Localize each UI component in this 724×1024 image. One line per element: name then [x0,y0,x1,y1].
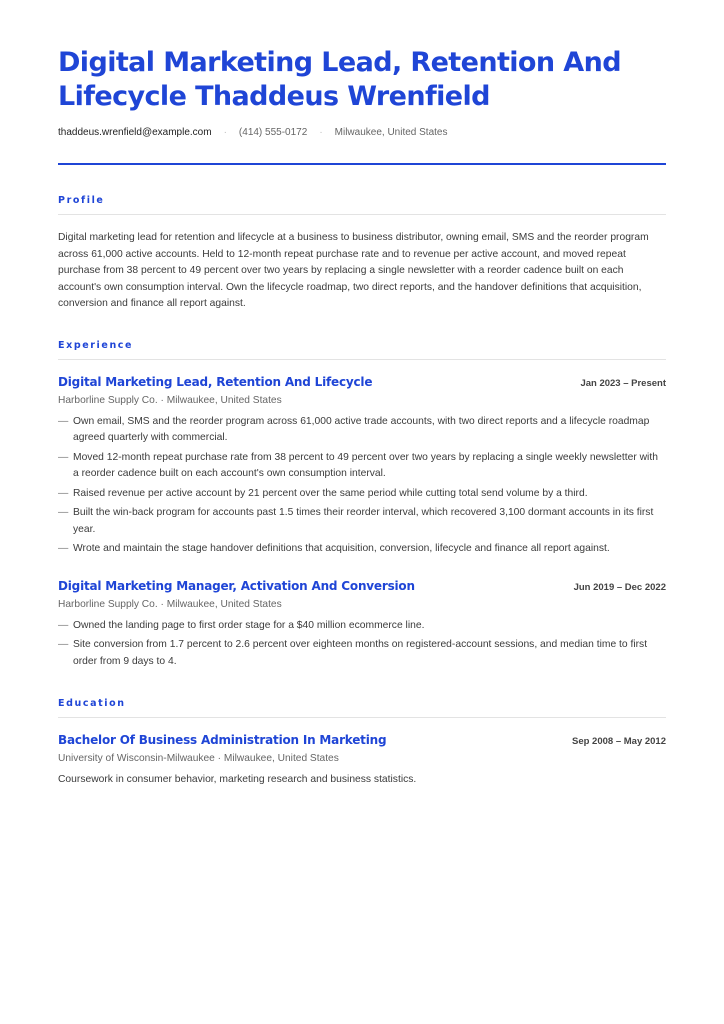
header-divider [58,163,666,165]
contact-line [58,127,666,138]
education-dates: Sep 2008 – May 2012 [571,736,666,747]
contact-email[interactable]: thaddeus.wrenfield@example.com [58,127,212,138]
education-entry [58,733,666,789]
bullet-text: Built the win-back program for accounts past 1.5 times their reorder interval, which recovered 3,100 dormant accounts in its first year. [73,507,654,535]
job-company: Harborline Supply Co. · Milwaukee, United States [58,394,282,406]
entry-header [58,375,666,389]
bullet-text: Moved 12-month repeat purchase rate from 38 percent to 49 percent over two years by replacing a single weekly newsletter with a reorder cadence built on each account's own consumption interval. [73,451,658,479]
dash-marker: — [58,619,69,631]
experience-section [58,340,666,671]
job-company: Harborline Supply Co. · Milwaukee, United States [58,598,282,610]
experience-entry [58,579,666,671]
section-title-experience: Experience [58,340,666,360]
job-title: Digital Marketing Manager, Activation And Conversion [58,578,415,593]
education-description: Coursework in consumer behavior, marketing research and business statistics. [58,774,417,785]
dash-marker: — [58,487,69,499]
section-title-education: Education [58,698,666,718]
profile-summary: Digital marketing lead for retention and lifecycle at a business to business distributor, owning email, SMS and the reorder program across 61,000 active accounts. Held to 12-month repeat purchase rate and to revenue per active account, and moved repeat purchase from 38 percent to 49 percent over two years by replacing a single newsletter with a reorder cadence built on each account's own consumption interval. Own the lifecycle roadmap, two direct reports, and the handover definitions that acquisition, conversion and finance all report against. [58,232,649,309]
bullet-text: Owned the landing page to first order stage for a $40 million ecommerce line. [73,619,425,631]
list-item [58,505,666,538]
school-name: University of Wisconsin-Milwaukee · Milwaukee, United States [58,753,339,764]
list-item [58,414,666,447]
dash-marker: — [58,451,69,463]
dash-marker: — [58,507,69,518]
job-title: Digital Marketing Lead, Retention And Lifecycle [58,374,373,389]
dash-marker: — [58,415,69,427]
profile-section [58,195,666,313]
job-bullets [58,618,666,671]
bullet-text: Wrote and maintain the stage handover definitions that acquisition, conversion, lifecycle and finance all report against. [73,543,610,554]
contact-separator: · [223,127,227,138]
contact-phone[interactable]: (414) 555-0172 [238,127,308,138]
entry-header [58,579,666,593]
bullet-text: Site conversion from 1.7 percent to 2.6 percent over eighteen months on registered-account sessions, and median time to first order from 9 days to 4. [73,639,648,667]
education-section [58,698,666,789]
list-item [58,618,666,635]
bullet-text: Raised revenue per active account by 21 percent over the same period while cutting total send volume by a third. [73,487,588,499]
contact-location: Milwaukee, United States [334,127,448,138]
dash-marker: — [58,543,69,554]
resume-header [58,46,666,138]
job-bullets [58,414,666,558]
job-dates: Jan 2023 – Present [580,377,666,389]
entry-header [58,733,666,747]
section-title-profile: Profile [58,195,666,215]
job-dates: Jun 2019 – Dec 2022 [573,581,666,593]
contact-separator: · [319,127,323,138]
bullet-text: Own email, SMS and the reorder program across 61,000 active trade accounts, with two direct reports and a lifecycle roadmap agreed quarterly with commercial. [73,415,650,443]
experience-entry [58,375,666,558]
resume-name: Digital Marketing Lead, Retention And Lifecycle Thaddeus Wrenfield [58,47,621,112]
degree-title: Bachelor Of Business Administration In Marketing [58,733,387,747]
list-item [58,450,666,483]
list-item [58,486,666,503]
list-item [58,541,666,558]
list-item [58,637,666,670]
dash-marker: — [58,639,69,650]
